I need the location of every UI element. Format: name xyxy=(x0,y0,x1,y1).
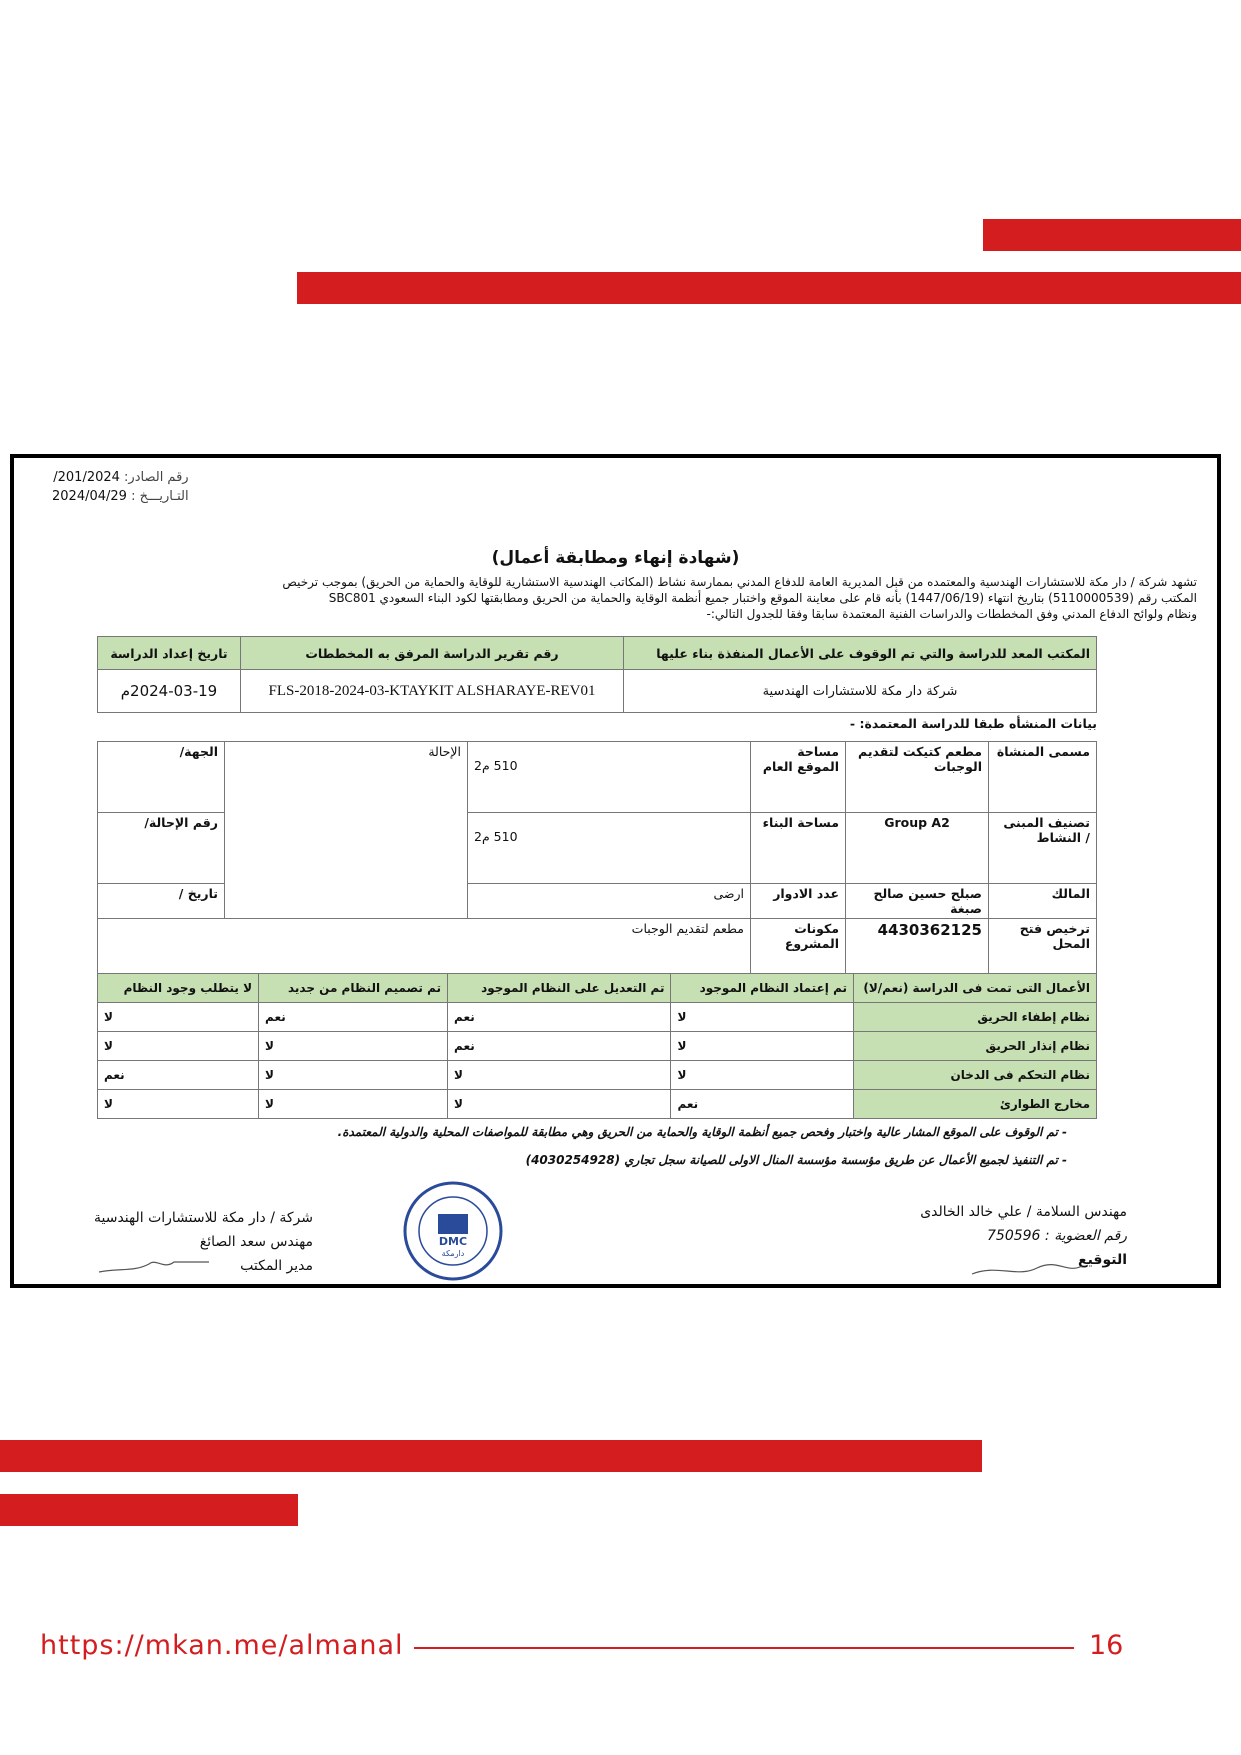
certificate-title: (شهادة إنهاء ومطابقة أعمال) xyxy=(491,548,740,568)
works-cell: لا xyxy=(671,1061,854,1090)
facility-row xyxy=(98,742,1097,813)
works-row-name: نظام إنذار الحريق xyxy=(854,1032,1097,1061)
works-cell: نعم xyxy=(259,1003,448,1032)
study-report-number: FLS-2018-2024-03-KTAYKIT ALSHARAYE-REV01 xyxy=(241,670,624,713)
works-cell: لا xyxy=(448,1090,671,1119)
footer-divider xyxy=(414,1647,1074,1649)
building-area: 510 م2 xyxy=(468,813,751,884)
footer-link[interactable]: https://mkan.me/almanal xyxy=(40,1630,404,1661)
works-cell: لا xyxy=(98,1090,259,1119)
study-table xyxy=(97,636,1097,713)
works-row-name: نظام التحكم فى الدخان xyxy=(854,1061,1097,1090)
works-header-item: الأعمال التى تمت فى الدراسة (نعم/لا) xyxy=(854,974,1097,1003)
authority-label: الجهة/ xyxy=(98,742,225,813)
works-header-redesigned: تم تصميم النظام من جديد xyxy=(259,974,448,1003)
issue-date: 2024/04/29 xyxy=(52,489,127,504)
study-table-header xyxy=(98,637,1097,670)
manager-name: مهندس سعد الصائغ xyxy=(199,1234,314,1250)
engineer-signature-block xyxy=(920,1200,1127,1272)
facility-name: مطعم كتيكت لتقديم الوجبات xyxy=(846,742,989,813)
facility-table xyxy=(97,741,1097,976)
works-table-header xyxy=(98,974,1097,1003)
issue-number: 201/2024/ xyxy=(53,470,120,485)
issue-number-label: رقم الصادر: xyxy=(124,470,189,485)
membership-number: رقم العضوية : 750596 xyxy=(987,1228,1127,1244)
engineer-name: مهندس السلامة / علي خالد الخالدى xyxy=(920,1204,1127,1220)
works-cell: لا xyxy=(259,1061,448,1090)
facility-row xyxy=(98,919,1097,976)
works-cell: نعم xyxy=(448,1032,671,1061)
project-components: مطعم لتقديم الوجبات xyxy=(98,919,751,976)
works-row-name: نظام إطفاء الحريق xyxy=(854,1003,1097,1032)
site-area: 510 م2 xyxy=(468,742,751,813)
referral-label: الإحالة xyxy=(225,742,468,919)
works-cell: لا xyxy=(259,1032,448,1061)
works-table xyxy=(97,973,1097,1119)
note-1: - تم الوقوف على الموقع المشار عالية واختبار وفحص جميع أنظمة الوقاية والحماية من الحريق وهي مطابقة للمواصفات المحلية والدولية المعتمدة. xyxy=(338,1118,1067,1146)
works-cell: لا xyxy=(671,1032,854,1061)
site-area-label: مساحة الموقع العام xyxy=(751,742,846,813)
study-header-report: رقم تقرير الدراسة المرفق به المخططات xyxy=(241,637,624,670)
table-row xyxy=(98,1090,1097,1119)
study-header-date: تاريخ إعداد الدراسة xyxy=(98,637,241,670)
decor-bar-top-short xyxy=(983,219,1241,251)
decor-bar-bottom-long xyxy=(0,1440,982,1472)
engineer-signature-icon xyxy=(967,1260,1087,1280)
certificate-document xyxy=(10,454,1221,1288)
works-cell: نعم xyxy=(671,1090,854,1119)
works-header-not-required: لا يتطلب وجود النظام xyxy=(98,974,259,1003)
works-cell: نعم xyxy=(448,1003,671,1032)
referral-number-label: رقم الإحالة/ xyxy=(98,813,225,884)
works-cell: لا xyxy=(98,1032,259,1061)
works-row-name: مخارج الطوارئ xyxy=(854,1090,1097,1119)
decor-bar-top-long xyxy=(297,272,1241,304)
works-cell: نعم xyxy=(98,1061,259,1090)
manager-title: مدير المكتب xyxy=(240,1258,314,1274)
issue-info xyxy=(52,468,189,506)
page-number: 16 xyxy=(1089,1630,1124,1661)
floors: ارضى xyxy=(468,884,751,919)
table-row xyxy=(98,1003,1097,1032)
issue-date-label: التـاريـــخ : xyxy=(131,489,189,504)
works-cell: لا xyxy=(671,1003,854,1032)
components-label: مكونات المشروع xyxy=(751,919,846,976)
intro-line-1: تشهد شركة / دار مكة للاستشارات الهندسية والمعتمده من قبل المديرية العامة للدفاع المدني بممارسة نشاط (المكاتب الهندسية الاستشارية للوقاية والحماية من الحريق) بموجب ترخيص xyxy=(282,575,1197,589)
study-table-row xyxy=(98,670,1097,713)
license-number: 4430362125 xyxy=(846,919,989,976)
office-signature-block xyxy=(94,1206,313,1278)
certificate-intro xyxy=(34,574,1197,622)
intro-line-2: المكتب رقم (5110000539) بتاريخ انتهاء (1447/06/19) بأنه قام على معاينة الموقع واختبار جميع أنظمة الوقاية والحماية من الحريق ومطابقتها لكود البناء السعودي SBC801 xyxy=(328,591,1197,605)
facility-name-label: مسمى المنشاة xyxy=(989,742,1097,813)
study-office: شركة دار مكة للاستشارات الهندسية xyxy=(624,670,1097,713)
company-name: شركة / دار مكة للاستشارات الهندسية xyxy=(94,1210,314,1226)
intro-line-3: ونظام ولوائح الدفاع المدني وفق المخططات والدراسات الفنية المعتمدة سابقا وفقا للجدول التالي:- xyxy=(706,607,1197,621)
issue-number-line xyxy=(52,468,189,487)
building-class-label: تصنيف المبنى / النشاط xyxy=(989,813,1097,884)
note-2: - تم التنفيذ لجميع الأعمال عن طريق مؤسسة مؤسسة المنال الاولى للصيانة سجل تجاري (4030254928) xyxy=(338,1146,1067,1174)
works-cell: لا xyxy=(448,1061,671,1090)
building-area-label: مساحة البناء xyxy=(751,813,846,884)
stamp-subtext: دارمكة xyxy=(441,1249,465,1258)
building-class: Group A2 xyxy=(846,813,989,884)
company-stamp xyxy=(402,1180,504,1282)
works-cell: لا xyxy=(259,1090,448,1119)
works-header-approved: تم إعتماد النظام الموجود xyxy=(671,974,854,1003)
manager-signature-icon xyxy=(94,1252,214,1276)
study-header-office: المكتب المعد للدراسة والتي تم الوقوف على الأعمال المنفذة بناء عليها xyxy=(624,637,1097,670)
owner-name: صبلح حسين صالح صبغة xyxy=(846,884,989,919)
floors-label: عدد الادوار xyxy=(751,884,846,919)
signature-label: التوقيع xyxy=(1078,1252,1127,1268)
works-cell: لا xyxy=(98,1003,259,1032)
works-header-modified: تم التعديل على النظام الموجود xyxy=(448,974,671,1003)
table-row xyxy=(98,1032,1097,1061)
study-date: 2024-03-19م xyxy=(98,670,241,713)
stamp-text: DMC xyxy=(438,1235,468,1248)
notes xyxy=(338,1118,1067,1174)
issue-date-line xyxy=(52,487,189,506)
license-label: ترخيص فتح المحل xyxy=(989,919,1097,976)
facility-section-label: بيانات المنشأه طبقا للدراسة المعتمدة: - xyxy=(849,716,1097,731)
owner-label: المالك xyxy=(989,884,1097,919)
decor-bar-bottom-short xyxy=(0,1494,298,1526)
table-row xyxy=(98,1061,1097,1090)
referral-date-label: تاريخ / xyxy=(98,884,225,919)
